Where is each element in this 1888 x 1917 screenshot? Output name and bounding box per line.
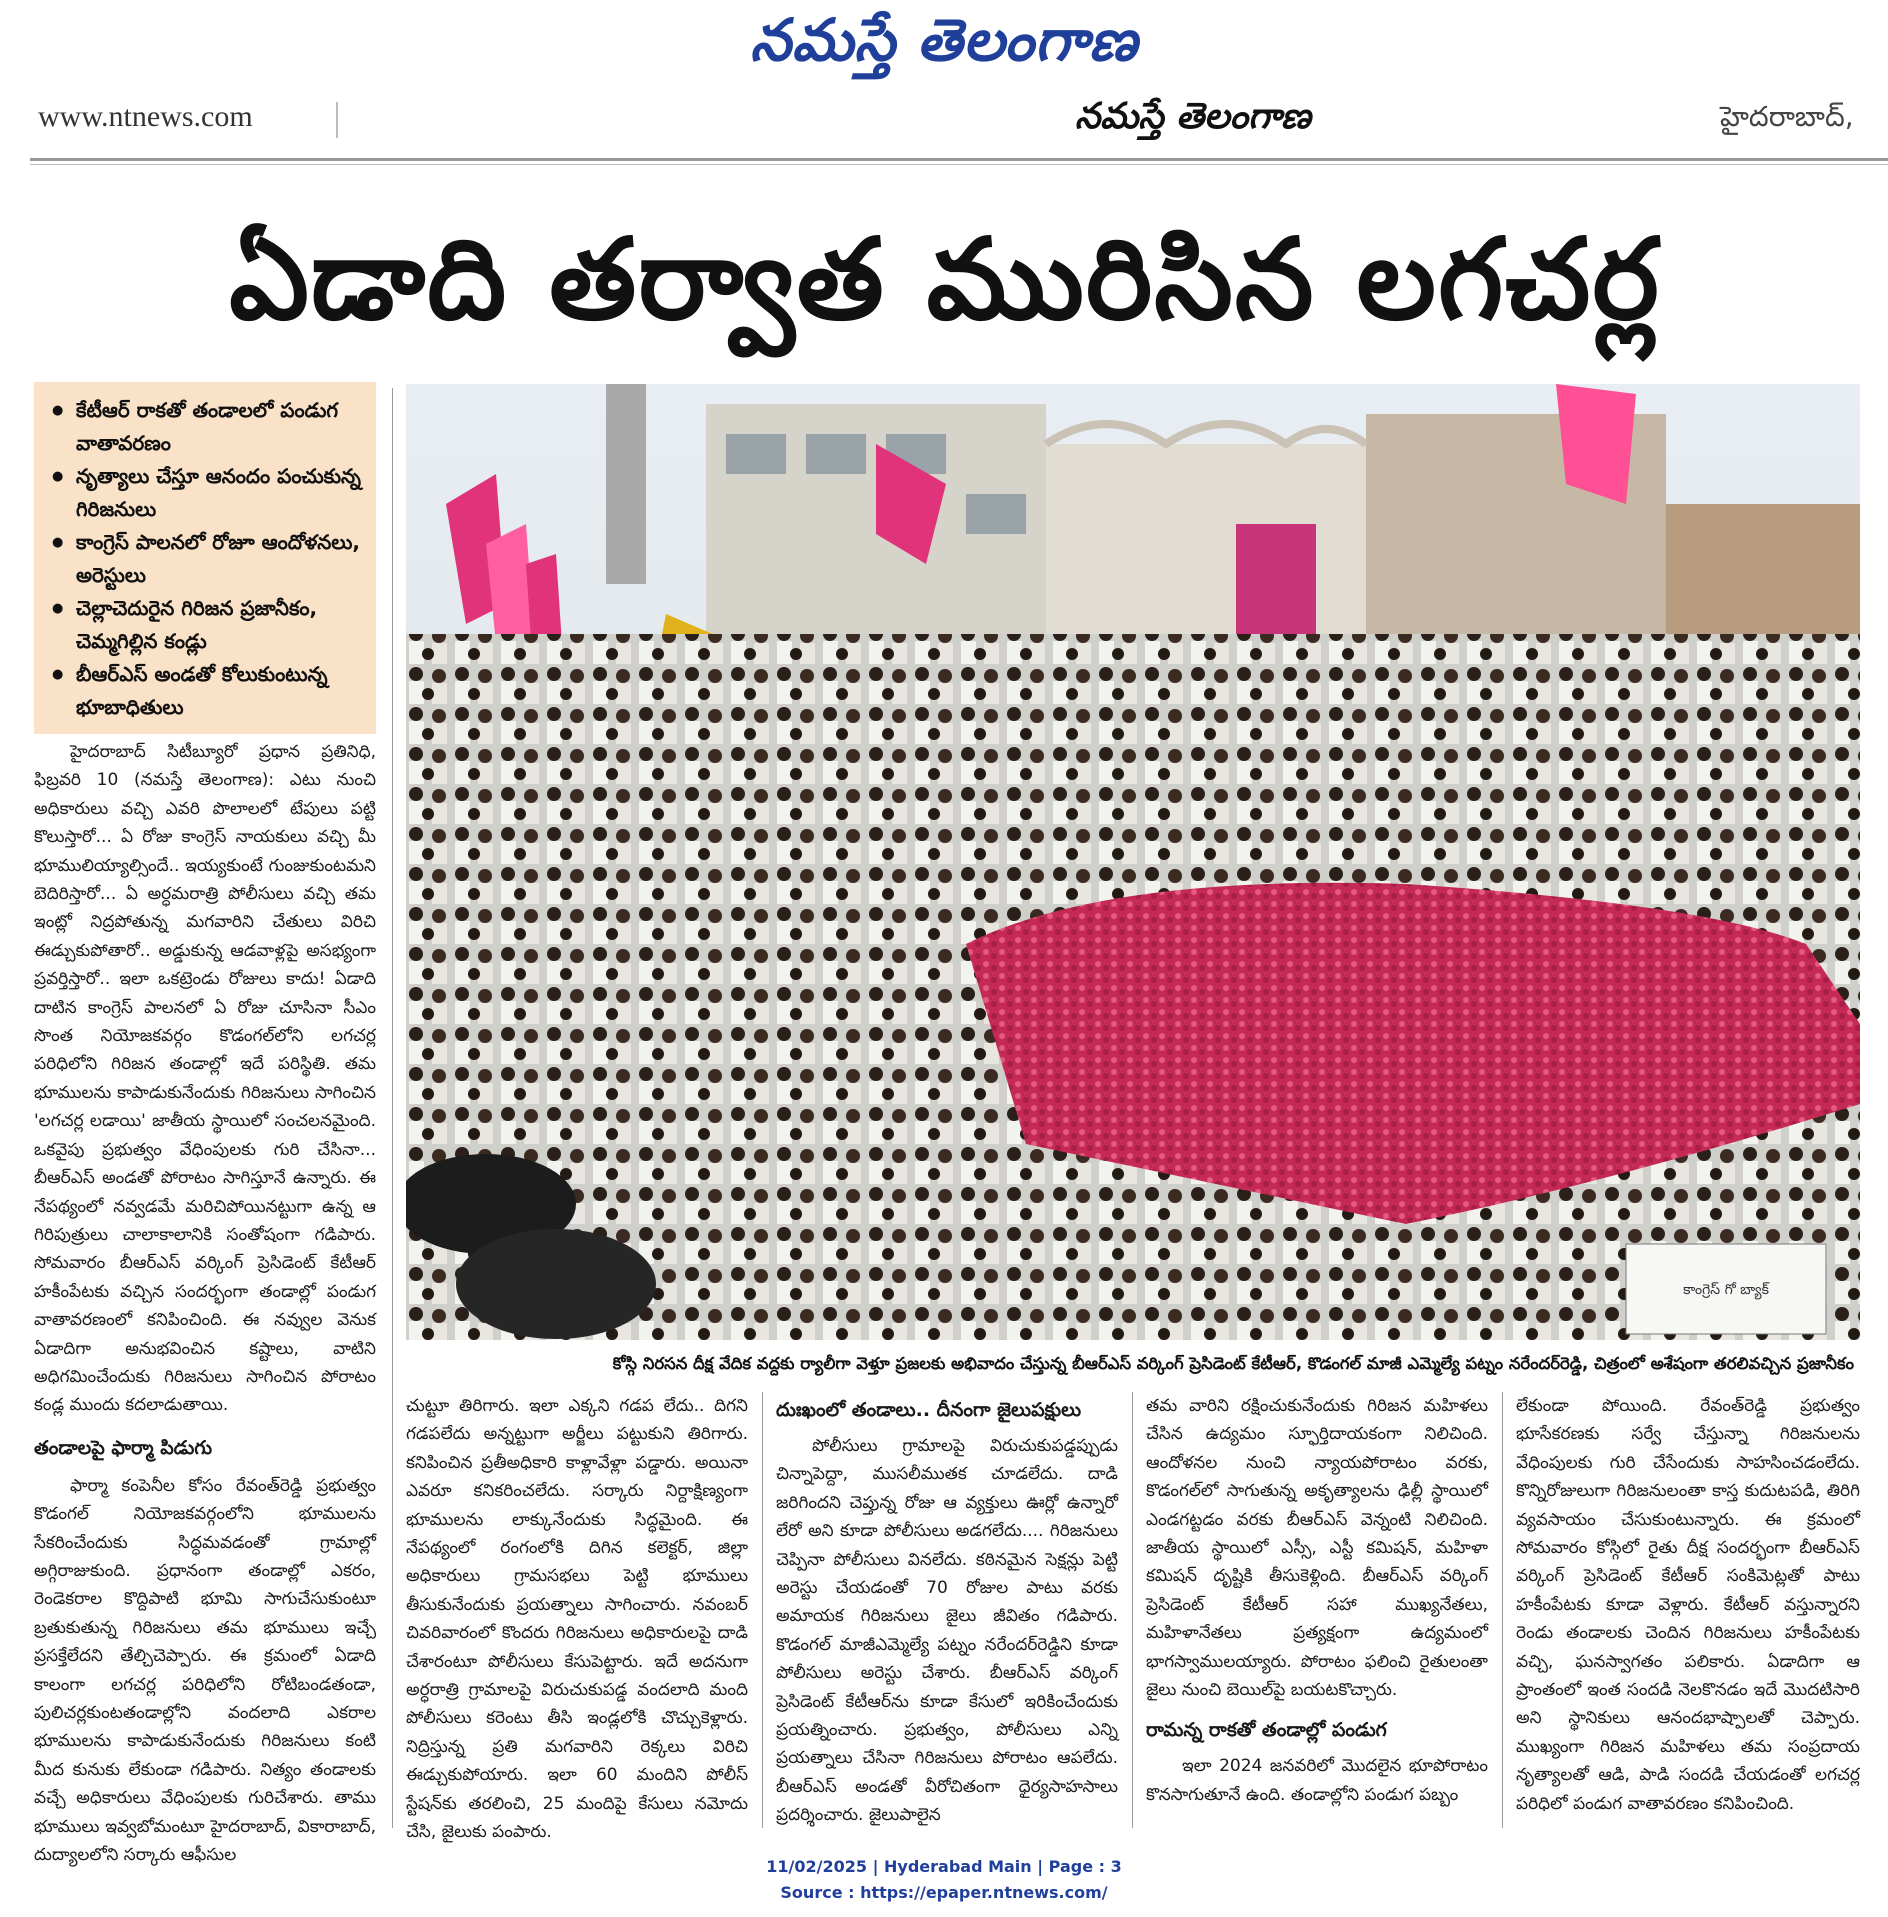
highlight-item: ● బీఆర్ఎస్ అండతో కోలుకుంటున్న భూబాధితులు: [42, 658, 368, 724]
dateline: హైదరాబాద్,: [1720, 100, 1854, 133]
article-column-2: [406, 1392, 748, 1847]
highlight-item: ● చెల్లాచెదురైన గిరిజన ప్రజానీకం, చెమ్మగిల్లిన కండ్లు: [42, 592, 368, 658]
article-paragraph: చుట్టూ తిరిగారు. ఇలా ఎక్కని గడప లేదు.. దిగని గడపలేదు అన్నట్టుగా అర్జీలు పట్టుకుని తిరిగారు. కనిపించిన ప్రతీఅధికారి కాళ్లావేళ్లా పడ్డారు. అయినా ఎవరూ కనికరించలేదు. సర్కారు నిర్దాక్షిణ్యంగా భూములను లాక్కునేందుకు సిద్ధమైంది. ఈ నేపథ్యంలో రంగంలోకి దిగిన కలెక్టర్, జిల్లా అధికారులు గ్రామసభలు పెట్టి భూములు తీసుకునేందుకు ప్రయత్నాలు సాగించారు. నవంబర్ చివరివారంలో కొందరు గిరిజనులు అధికారులపై దాడి చేశారంటూ పోలీసులు కేసుపెట్టారు. ఇదే అదనుగా అర్ధరాత్రి గ్రామాలపై విరుచుకుపడ్డ వందలాది మంది పోలీసులు కరెంటు తీసి ఇండ్లలోకి చొచ్చుకెళ్లారు. నిద్రిస్తున్న ప్రతి మగవారిని రెక్కలు విరిచి ఈడ్చుకుపోయారు. ఇలా 60 మందిని పోలీస్ స్టేషన్‌కు తరలించి, 25 మందిపై కేసులు నమోదు చేసి, జైలుకు పంపారు.: [406, 1396, 748, 1843]
article-intro: హైదరాబాద్ సిటీబ్యూరో ప్రధాన ప్రతినిధి, ఫిబ్రవరి 10 (నమస్తే తెలంగాణ): ఎటు నుంచి అధికారులు వచ్చి ఎవరి పొలాలలో టేపులు పట్టి కొలుస్తారో... ఏ రోజు కాంగ్రెస్ నాయకులు వచ్చి మీ భూములియ్యాల్సిందే.. ఇయ్యకుంటే గుంజుకుంటమని బెదిరిస్తారో... ఏ అర్ధమరాత్రి పోలీసులు వచ్చి తమ ఇంట్లో నిద్రపోతున్న మగవారిని చేతులు విరిచి ఈడ్చుకుపోతారో.. అడ్డుకున్న ఆడవాళ్లపై అసభ్యంగా ప్రవర్తిస్తారో.. ఇలా ఒకట్రెండు రోజులు కాదు! ఏడాది దాటిన కాంగ్రెస్ పాలనలో ఏ రోజు చూసినా సీఎం సొంత నియోజకవర్గం కొడంగల్‌లోని లగచర్ల పరిధిలోని గిరిజన తండాల్లో ఇదే పరిస్థితి. తమ భూములను కాపాడుకునేందుకు గిరిజనులు సాగించిన 'లగచర్ల లడాయి' జాతీయ స్థాయిలో సంచలనమైంది. ఒకవైపు ప్రభుత్వం వేధింపులకు గురి చేసినా... బీఆర్ఎస్ అండతో పోరాటం సాగిస్తూనే ఉన్నారు. ఈ నేపథ్యంలో నవ్వడమే మరిచిపోయినట్టుగా ఉన్న ఆ గిరిపుత్రులు చాలాకాలానికి సంతోషంగా గడిపారు. సోమవారం బీఆర్ఎస్ వర్కింగ్ ప్రెసిడెంట్ కేటీఆర్ హకీంపేటకు వచ్చిన సందర్భంగా తండాల్లో పండుగ వాతావరణంలో కనిపించింది. ఈ నవ్వుల వెనుక ఏడాదిగా అనుభవించిన కష్టాలు, వాటిని అధిగమించేందుకు గిరిజనులు సాగించిన పోరాటం కండ్ల ముందు కదలాడుతాయి.: [34, 742, 376, 1416]
photo-building: [1046, 444, 1366, 654]
masthead-logo[interactable]: నమస్తే తెలంగాణ: [750, 6, 1138, 74]
url-divider: [336, 102, 338, 138]
article-paragraph: ఇలా 2024 జనవరిలో మొదలైన భూపోరాటం కొనసాగుతూనే ఉంది. తండాల్లోని పండుగ పబ్బం: [1146, 1756, 1488, 1805]
highlight-item: ● కాంగ్రెస్ పాలనలో రోజూ ఆందోళనలు, అరెస్టులు: [42, 526, 368, 592]
highlight-item: ● కేటీఆర్ రాకతో తండాలలో పండుగ వాతావరణం: [42, 394, 368, 460]
column-divider: [762, 1392, 763, 1828]
subheading-tandas: దుఃఖంలో తండాలు.. దీనంగా జైలుపక్షులు: [776, 1399, 1082, 1421]
rally-photo: [406, 384, 1860, 1340]
column-divider: [392, 388, 393, 1828]
photo-tower: [606, 384, 646, 584]
article-column-4: [1146, 1392, 1488, 1809]
article-column-1: [34, 738, 376, 1869]
top-bar: [30, 96, 1888, 146]
masthead: [0, 0, 1888, 80]
highlights-list: [42, 394, 368, 724]
page-footer: [0, 1854, 1888, 1906]
photo-sign-text: కాంగ్రెస్ గో బ్యాక్: [1683, 1282, 1769, 1298]
article-paragraph: పోలీసులు గ్రామాలపై విరుచుకుపడ్డప్పుడు చిన్నాపెద్దా, ముసలీముతక చూడలేదు. దాడి జరిగిందని చెప్తున్న రోజు ఆ వ్యక్తులు ఊర్లో ఉన్నారో లేరో అని కూడా పోలీసులు అడగలేదు.... గిరిజనులు చెప్పినా పోలీసులు వినలేదు. కఠినమైన సెక్షన్లు పెట్టి అరెస్టు చేయడంతో 70 రోజుల పాటు వరకు అమాయక గిరిజనులు జైలు జీవితం గడిపారు. కొడంగల్ మాజీఎమ్మెల్యే పట్నం నరేందర్‌రెడ్డిని కూడా పోలీసులు అరెస్టు చేశారు. బీఆర్ఎస్ వర్కింగ్ ప్రెసిడెంట్ కేటీఆర్‌ను కూడా కేసులో ఇరికించేందుకు ప్రయత్నించారు. ప్రభుత్వం, పోలీసులు ఎన్ని ప్రయత్నాలు చేసినా గిరిజనులు పోరాటం ఆపలేదు. బీఆర్ఎస్ అండతో వీరోచితంగా ధైర్యసాహసాలు ప్రదర్శించారు. జైలుపాలైన: [776, 1436, 1118, 1826]
header-rule-thin: [30, 164, 1888, 165]
article-paragraph: తమ వారిని రక్షించుకునేందుకు గిరిజన మహిళలు చేసిన ఉద్యమం స్ఫూర్తిదాయకంగా నిలిచింది. ఆందోళనల నుంచి న్యాయపోరాటం వరకు, కొడంగల్‌లో సాగుతున్న అకృత్యాలను ఢిల్లీ స్థాయిలో ఎండగట్టడం వరకు బీఆర్ఎస్ వెన్నంటి నిలిచింది. జాతీయ స్థాయిలో ఎస్సీ, ఎస్టీ కమిషన్, మహిళా కమిషన్ దృష్టికి తీసుకెళ్లింది. బీఆర్ఎస్ వర్కింగ్ ప్రెసిడెంట్ కేటీఆర్ సహా ముఖ్యనేతలు, మహిళానేతలు ప్రత్యక్షంగా ఉద్యమంలో భాగస్వాములయ్యారు. పోరాటం ఫలించి రైతులంతా జైలు నుంచి బెయిల్‌పై బయటకొచ్చారు.: [1146, 1396, 1488, 1701]
column-divider: [1132, 1392, 1133, 1828]
footer-edition-info: 11/02/2025 | Hyderabad Main | Page : 3: [766, 1857, 1122, 1876]
article-paragraph: లేకుండా పోయింది. రేవంత్‌రెడ్డి ప్రభుత్వం భూసేకరణకు సర్వే చేస్తున్నా గిరిజనులను వేధింపులకు గురి చేసేందుకు సాహసించడంలేదు. కొన్నిరోజులుగా గిరిజనులంతా కాస్త కుదుటపడి, తిరిగి వ్యవసాయం చేసుకుంటున్నారు. ఈ క్రమంలో సోమవారం కోస్గిలో రైతు దీక్ష సందర్భంగా బీఆర్ఎస్ వర్కింగ్ ప్రెసిడెంట్ కేటీఆర్ సంకిమెట్లతో పాటు హకీంపేటకు కూడా వెళ్లారు. కేటీఆర్ వస్తున్నారని రెండు తండాలకు చెందిన గిరిజనులు హకీంపేటకు వచ్చి, ఘనస్వాగతం పలికారు. ఏడాదిగా ఆ ప్రాంతంలో ఇంత సందడి నెలకొనడం ఇదే మొదటిసారి అని స్థానికులు ఆనందభాష్పాలతో చెప్పారు. ముఖ్యంగా గిరిజన మహిళలు తమ సంప్రదాయ నృత్యాలతో ఆడి, పాడి సందడి చేయడంతో లగచర్ల పరిధిలో పండుగ వాతావరణం కనిపించింది.: [1516, 1396, 1860, 1814]
article-paragraph: ఫార్మా కంపెనీల కోసం రేవంత్‌రెడ్డి ప్రభుత్వం కొడంగల్ నియోజకవర్గంలోని భూములను సేకరించేందుకు సిద్ధమవడంతో గ్రామాల్లో అగ్గిరాజుకుంది. ప్రధానంగా తండాల్లో ఎకరం, రెండెకరాల కొద్దిపాటి భూమి సాగుచేసుకుంటూ బ్రతుకుతున్న గిరిజనులు తమ భూములు ఇచ్చే ప్రసక్తేలేదని తేల్చిచెప్పారు. ఈ క్రమంలో ఏడాది కాలంగా లగచర్ల పరిధిలోని రోటిబండతండా, పులిచర్లకుంటతండాల్లోని వందలాది ఎకరాల భూములను కాపాడుకునేందుకు గిరిజనులు కంటి మీద కునుకు లేకుండా గడిపారు. నిత్యం తండాలకు వచ్చే అధికారులు వేధింపులకు గురిచేశారు. తాము భూములు ఇవ్వబోమంటూ హైదరాబాద్, వికారాబాద్, దుద్యాలలోని సర్కారు ఆఫీసుల: [34, 1475, 376, 1866]
site-url-link[interactable]: www.ntnews.com: [38, 100, 253, 133]
highlight-item: ● నృత్యాలు చేస్తూ ఆనందం పంచుకున్న గిరిజనులు: [42, 460, 368, 526]
column-divider: [1502, 1392, 1503, 1828]
headline: ఏడాది తర్వాత మురిసిన లగచర్ల: [229, 215, 1661, 345]
subheading-ramanna: రామన్న రాకతో తండాల్లో పండుగ: [1146, 1719, 1387, 1742]
highlights-box: [34, 382, 376, 734]
photo-motorbike: [456, 1229, 656, 1339]
mini-logo: నమస్తే తెలంగాణ: [1075, 96, 1311, 137]
photo-caption: కోస్గి నిరసన దీక్ష వేదిక వద్దకు ర్యాలీగా వెళ్తూ ప్రజలకు అభివాదం చేస్తున్న బీఆర్ఎస్ వర్కింగ్ ప్రెసిడెంట్ కేటీఆర్, కొడంగల్ మాజీ ఎమ్మెల్యే పట్నం నరేందర్‌రెడ్డి, చిత్రంలో అశేషంగా తరలివచ్చిన ప్రజానీకం: [612, 1354, 1854, 1373]
header-rule: [30, 158, 1888, 161]
footer-source-link[interactable]: Source : https://epaper.ntnews.com/: [780, 1883, 1108, 1902]
article-column-5: [1516, 1392, 1860, 1818]
subheading-pharma: తండాలపై ఫార్మా పిడుగు: [34, 1436, 213, 1459]
article-column-3: [776, 1384, 1118, 1830]
